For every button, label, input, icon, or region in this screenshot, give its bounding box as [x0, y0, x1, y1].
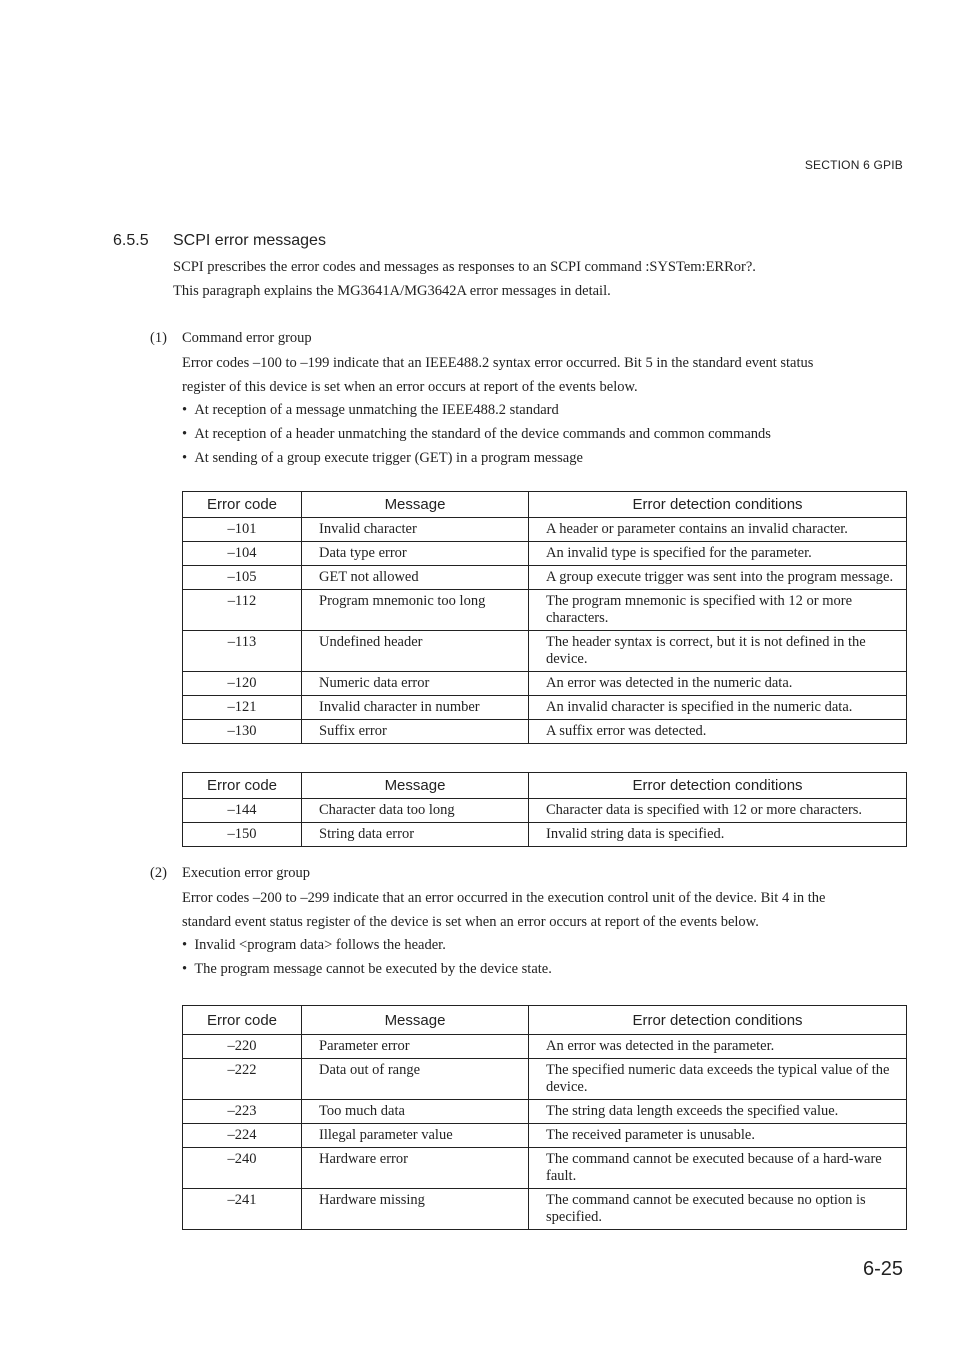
error-code: –240: [183, 1148, 302, 1189]
header-error-code: Error code: [183, 1006, 302, 1035]
bullet-text: The program message cannot be executed by the device state.: [194, 961, 552, 977]
group2-desc-line-2: standard event status register of the device is set when an error occurs at report of the events below.: [182, 914, 759, 930]
error-code: –222: [183, 1059, 302, 1100]
error-message: Program mnemonic too long: [302, 590, 529, 631]
error-condition: An invalid character is specified in the numeric data.: [529, 696, 907, 720]
error-condition: A group execute trigger was sent into the program message.: [529, 566, 907, 590]
table-row: [183, 1189, 907, 1230]
error-code: –241: [183, 1189, 302, 1230]
error-condition: The command cannot be executed because no option is specified.: [529, 1189, 907, 1230]
error-condition: An error was detected in the numeric data.: [529, 672, 907, 696]
group1-number: (1): [150, 330, 167, 346]
command-error-table-2: [182, 772, 907, 847]
group1-desc-line-2: register of this device is set when an error occurs at report of the events below.: [182, 379, 638, 395]
error-code: –223: [183, 1100, 302, 1124]
header-error-code: Error code: [183, 773, 302, 799]
table-row: [183, 1059, 907, 1100]
error-message: Hardware error: [302, 1148, 529, 1189]
error-code: –101: [227, 521, 257, 537]
error-code: –150: [183, 823, 302, 847]
error-condition: The command cannot be executed because of a hard-ware fault.: [529, 1148, 907, 1189]
table-row: [183, 1148, 907, 1189]
header-conditions: Error detection conditions: [529, 773, 907, 799]
header-conditions: Error detection conditions: [529, 492, 907, 518]
intro-line-2: This paragraph explains the MG3641A/MG3642A error messages in detail.: [173, 283, 611, 299]
table-row: [183, 590, 907, 631]
error-message: Too much data: [302, 1100, 529, 1124]
error-code: –144: [227, 802, 257, 818]
table-row: [183, 720, 907, 744]
group2-desc-line-1: Error codes –200 to –299 indicate that an error occurred in the execution control unit of the device. Bit 4 in the: [182, 890, 826, 906]
page-number: 6-25: [862, 1258, 903, 1280]
error-message: Data out of range: [302, 1059, 529, 1100]
error-message: Character data too long: [302, 799, 529, 823]
group1-bullet-2: • At reception of a header unmatching the standard of the device commands and common commands: [182, 426, 771, 442]
table-row: [183, 518, 907, 542]
error-condition: A header or parameter contains an invalid character.: [529, 518, 907, 542]
error-message: Suffix error: [302, 720, 529, 744]
group2-bullet-1: • Invalid <program data> follows the header.: [182, 937, 446, 953]
table-row: [183, 672, 907, 696]
section-number: 6.5.5: [113, 232, 149, 249]
error-condition: The program mnemonic is specified with 12 or more characters.: [529, 590, 907, 631]
group1-desc-line-1: Error codes –100 to –199 indicate that an IEEE488.2 syntax error occurred. Bit 5 in the standard event status: [182, 355, 814, 371]
error-code: –224: [183, 1124, 302, 1148]
error-condition: The header syntax is correct, but it is not defined in the device.: [529, 631, 907, 672]
error-code: –112: [183, 590, 302, 631]
command-error-table-1: [182, 491, 907, 744]
table-row: [183, 1100, 907, 1124]
error-condition: A suffix error was detected.: [529, 720, 907, 744]
bullet-text: At reception of a message unmatching the IEEE488.2 standard: [194, 402, 559, 418]
error-message: Parameter error: [302, 1035, 529, 1059]
error-message: String data error: [302, 823, 529, 847]
table-header-row: [183, 1006, 907, 1035]
error-message: Hardware missing: [302, 1189, 529, 1230]
header-message: Message: [302, 1006, 529, 1035]
error-message: Undefined header: [302, 631, 529, 672]
table-row: [183, 799, 907, 823]
error-condition: An error was detected in the parameter.: [529, 1035, 907, 1059]
error-condition: Invalid string data is specified.: [529, 823, 907, 847]
header-message: Message: [302, 492, 529, 518]
section-title: SCPI error messages: [173, 232, 326, 249]
table-header-row: [183, 773, 907, 799]
error-condition: Character data is specified with 12 or more characters.: [529, 799, 907, 823]
error-message: Invalid character in number: [302, 696, 529, 720]
error-code: –220: [227, 1038, 257, 1054]
table-row: [183, 823, 907, 847]
table-row: [183, 696, 907, 720]
running-header: SECTION 6 GPIB: [804, 158, 903, 172]
error-message: Invalid character: [302, 518, 529, 542]
group1-bullet-1: • At reception of a message unmatching the IEEE488.2 standard: [182, 402, 559, 418]
table-header-row: [183, 492, 907, 518]
error-code: –130: [183, 720, 302, 744]
error-code: –104: [183, 542, 302, 566]
intro-line-1: SCPI prescribes the error codes and messages as responses to an SCPI command :SYSTem:ERRor?.: [173, 259, 756, 275]
table-row: [183, 631, 907, 672]
error-message: Numeric data error: [302, 672, 529, 696]
error-condition: The specified numeric data exceeds the typical value of the device.: [529, 1059, 907, 1100]
group2-bullet-2: • The program message cannot be executed by the device state.: [182, 961, 552, 977]
error-code: –105: [183, 566, 302, 590]
error-message: Illegal parameter value: [302, 1124, 529, 1148]
execution-error-table: [182, 1005, 907, 1230]
group2-title: Execution error group: [182, 865, 311, 881]
error-message: GET not allowed: [302, 566, 529, 590]
table-row: [183, 542, 907, 566]
header-error-code: Error code: [183, 492, 302, 518]
table-row: [183, 1035, 907, 1059]
table-row: [183, 566, 907, 590]
group1-bullet-3: • At sending of a group execute trigger (GET) in a program message: [182, 450, 583, 466]
bullet-text: At sending of a group execute trigger (GET) in a program message: [194, 450, 583, 466]
error-condition: The received parameter is unusable.: [529, 1124, 907, 1148]
bullet-text: Invalid <program data> follows the header.: [194, 937, 446, 953]
error-condition: The string data length exceeds the specified value.: [529, 1100, 907, 1124]
header-message: Message: [302, 773, 529, 799]
error-message: Data type error: [302, 542, 529, 566]
group2-number: (2): [150, 865, 167, 881]
error-code: –120: [183, 672, 302, 696]
error-code: –113: [183, 631, 302, 672]
group1-title: Command error group: [182, 330, 312, 346]
error-condition: An invalid type is specified for the parameter.: [529, 542, 907, 566]
error-code: –121: [183, 696, 302, 720]
table-row: [183, 1124, 907, 1148]
header-conditions: Error detection conditions: [529, 1006, 907, 1035]
bullet-text: At reception of a header unmatching the standard of the device commands and common commands: [194, 426, 771, 442]
